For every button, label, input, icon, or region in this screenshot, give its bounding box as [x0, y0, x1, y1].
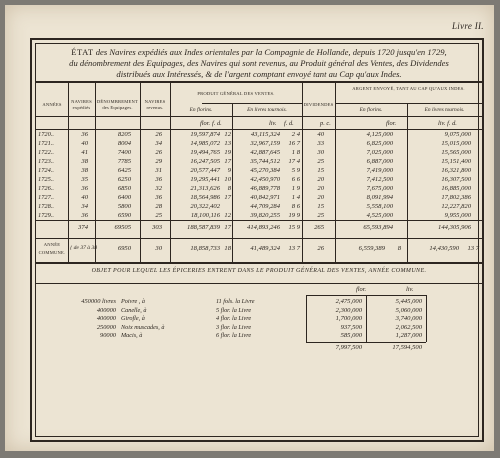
cell-liv: 46,889,778	[250, 185, 280, 192]
cell-year: 1722..	[38, 149, 54, 156]
cell-flor: 14,985,072	[190, 140, 220, 147]
epiceries-flor: 585,000	[340, 332, 362, 340]
cell-equip: 7785	[117, 158, 131, 165]
title-caps: ÉTAT	[71, 47, 94, 57]
cell-fd: 10	[224, 176, 231, 183]
cell-div: 25	[317, 212, 324, 219]
cell-year: 1724..	[38, 167, 54, 174]
epiceries-item: Canelle, à	[121, 306, 147, 314]
cell-liv: 42,450,970	[250, 176, 280, 183]
cell-fd: 8	[227, 185, 231, 192]
cell-lsd: 1 8	[291, 149, 300, 156]
cell-year: 1728..	[38, 203, 54, 210]
epiceries-item: Macis, à	[121, 332, 143, 340]
cell-div: 20	[317, 176, 324, 183]
total-fd: 17	[224, 224, 231, 231]
cell-lsd: 2 4	[291, 131, 300, 138]
title-line-3: distribués aux Intéressés, & de l'argent comptant envoyé tant au Cap qu'aux Indes.	[116, 69, 402, 79]
cell-div: 20	[317, 194, 324, 201]
cell-nav: 36	[81, 131, 88, 138]
header-argent: ARGENT ENVOYÉ, TANT AU CAP QU'AUX INDES.	[352, 86, 465, 91]
epiceries-item: Noix muscades, à	[121, 323, 165, 331]
cell-equip: 6425	[117, 167, 131, 174]
epiceries-title: OBJET POUR LEQUEL LES ÉPICERIES ENTRENT DANS LE PRODUIT GÉNÉRAL DES VENTES, ANNÉE COMMUNE.	[91, 268, 427, 274]
cell-year: 1726..	[38, 185, 54, 192]
cell-fd: 9	[227, 167, 231, 174]
cell-aliv: 16,885,000	[441, 185, 471, 192]
header-dividendes: DIVIDENDES	[303, 102, 334, 107]
cell-fd: 17	[224, 158, 231, 165]
cell-nav: 40	[81, 140, 88, 147]
cell-aflor: 7,025,000	[366, 149, 393, 156]
common-equip: 6950	[117, 245, 131, 252]
cell-equip: 8205	[117, 131, 131, 138]
title-line-2: du dénombrement des Equipages, des Navires qui sont revenus, au Produit général des Ventes, des Dividendes	[69, 58, 449, 68]
cell-fd: 12	[224, 131, 231, 138]
cell-year: 1721..	[38, 140, 54, 147]
epiceries-price: 5 flor. la Livre	[216, 306, 252, 314]
epiceries-liv: 5,060,000	[395, 306, 422, 314]
epiceries-liv: 5,445,000	[395, 298, 422, 305]
cell-aliv: 9,955,000	[444, 212, 471, 219]
cell-lsd: 1 4	[291, 194, 300, 201]
cell-flor: 19,295,441	[190, 176, 220, 183]
cell-rev: 34	[155, 140, 162, 147]
header-bottom-rule	[36, 116, 482, 117]
cell-year: 1725..	[38, 176, 54, 183]
cell-equip: 5800	[117, 203, 131, 210]
epiceries-col-sep-right	[426, 295, 427, 342]
plate-inner-frame	[35, 43, 479, 437]
cell-fd: 12	[224, 212, 231, 219]
common-rev: 30	[155, 245, 162, 252]
cell-aliv: 16,321,800	[441, 167, 471, 174]
cell-nav: 34	[81, 203, 88, 210]
cell-nav: 36	[81, 212, 88, 219]
epiceries-col-liv: liv.	[406, 286, 414, 293]
unit-flor: flor.	[200, 120, 211, 127]
cell-flor: 19,494,765	[190, 149, 220, 156]
common-flor: 18,858,733	[190, 245, 220, 252]
cell-aflor: 7,412,500	[366, 176, 393, 183]
cell-rev: 29	[155, 158, 162, 165]
epiceries-liv: 3,740,000	[395, 315, 422, 323]
cell-flor: 18,564,986	[190, 194, 220, 201]
title-line-1	[36, 47, 482, 57]
table-top-rule	[36, 81, 482, 83]
epiceries-qty: 450000 livres	[81, 298, 116, 305]
unit-flor-2: flor.	[386, 120, 397, 127]
total-div: 265	[314, 224, 324, 231]
cell-liv: 45,270,384	[250, 167, 280, 174]
cell-div: 20	[317, 185, 324, 192]
epiceries-total-liv: 17,594,500	[392, 344, 422, 351]
cell-flor: 20,577,447	[190, 167, 220, 174]
cell-equip: 6850	[117, 185, 131, 192]
cell-aflor: 4,525,000	[366, 212, 393, 219]
cell-year: 1720..	[38, 131, 54, 138]
epiceries-flor: 1,700,000	[335, 315, 362, 323]
cell-div: 40	[317, 131, 324, 138]
cell-flor: 21,313,626	[190, 185, 220, 192]
total-lsd: 15 9	[288, 224, 300, 231]
unit-pc: p. c.	[320, 120, 331, 127]
cell-nav: 40	[81, 194, 88, 201]
total-nav: 374	[78, 224, 88, 231]
epiceries-flor: 2,300,000	[335, 306, 362, 314]
cell-flor: 18,100,116	[190, 212, 220, 219]
cell-liv: 40,842,971	[250, 194, 280, 201]
cell-aliv: 15,151,400	[441, 158, 471, 165]
cell-aflor: 6,887,000	[366, 158, 393, 165]
unit-bottom-rule	[36, 129, 482, 130]
cell-lsd: 16 7	[288, 140, 300, 147]
cell-aflor: 7,675,000	[366, 185, 393, 192]
header-navires: NAVIRES expédiés	[71, 99, 92, 110]
cell-equip: 6250	[117, 176, 131, 183]
epiceries-flor: 937,500	[340, 323, 362, 331]
cell-div: 15	[317, 203, 324, 210]
unit-liv-2: liv. f. d.	[438, 120, 457, 127]
cell-lsd: 19 9	[288, 212, 300, 219]
cell-year: 1729..	[38, 212, 54, 219]
cell-flor: 19,597,874	[190, 131, 220, 138]
epiceries-qty: 400000	[96, 306, 116, 314]
total-liv: 414,893,246	[247, 224, 280, 231]
header-en-livres-2: En livres tournois.	[424, 107, 465, 113]
cell-liv: 35,744,512	[250, 158, 280, 165]
epiceries-price: 6 flor. la Livre	[216, 332, 252, 340]
total-equip: 69505	[114, 224, 131, 231]
cell-liv: 44,709,284	[250, 203, 280, 210]
cell-lsd: 17 4	[288, 158, 300, 165]
argent-sub-rule	[335, 103, 482, 104]
unit-liv: liv.	[269, 120, 277, 127]
common-aliv: 14,430,590	[429, 245, 459, 252]
common-lsd2: 13 7	[467, 245, 479, 252]
header-annees: ANNÉES	[42, 102, 62, 107]
cell-aliv: 17,802,386	[441, 194, 471, 201]
cell-div: 33	[317, 140, 324, 147]
body-bottom-rule	[36, 220, 482, 221]
cell-rev: 26	[155, 149, 162, 156]
cell-fd: 19	[224, 149, 231, 156]
common-div: 26	[317, 245, 324, 252]
cell-equip: 8004	[117, 140, 131, 147]
cell-rev: 28	[155, 203, 162, 210]
common-liv: 41,489,324	[250, 245, 280, 252]
epiceries-item: Girofle, à	[121, 315, 145, 323]
engraved-plate	[30, 38, 484, 442]
cell-liv: 32,967,159	[250, 140, 280, 147]
cell-equip: 6590	[117, 212, 131, 219]
epiceries-price: 3 flor. la Livre	[216, 323, 252, 331]
table-bottom-rule	[36, 262, 482, 264]
cell-liv: 43,115,324	[250, 131, 280, 138]
cell-year: 1727..	[38, 194, 54, 201]
epiceries-title-rule	[36, 283, 482, 284]
epiceries-price: 11 fols. la Livre	[216, 298, 255, 305]
cell-fd: 17	[224, 194, 231, 201]
common-fd2: 8	[397, 245, 401, 252]
total-aflor: 65,593,894	[363, 224, 393, 231]
common-fd: 18	[224, 245, 231, 252]
epiceries-item: Poivre , à	[121, 298, 145, 305]
cell-nav: 38	[81, 167, 88, 174]
cell-lsd: 6 6	[291, 176, 300, 183]
cell-flor: 20,322,402	[190, 203, 220, 210]
total-rev: 303	[152, 224, 162, 231]
epiceries-qty: 250000	[96, 323, 116, 331]
cell-aflor: 4,125,000	[366, 131, 393, 138]
common-lsd: 13 7	[288, 245, 300, 252]
header-navires-revenus: NAVIRES revenus.	[144, 99, 166, 110]
cell-year: 1723..	[38, 158, 54, 165]
cell-aliv: 15,015,000	[441, 140, 471, 147]
cell-rev: 25	[155, 212, 162, 219]
cell-rev: 31	[155, 167, 162, 174]
unit-fd-liv: f. d.	[284, 120, 294, 127]
unit-fd: f. d.	[212, 120, 222, 127]
epiceries-total-flor: 7,997,500	[335, 344, 362, 351]
cell-nav: 36	[81, 185, 88, 192]
cell-aliv: 12,227,820	[441, 203, 471, 210]
cell-aflor: 6,825,000	[366, 140, 393, 147]
paper-page	[5, 5, 494, 451]
cell-aliv: 9,075,000	[444, 131, 471, 138]
header-produit: PRODUIT GÉNÉRAL DES VENTES.	[197, 91, 275, 96]
header-denombrement: DÉNOMBREMENT des Equipages.	[96, 99, 139, 110]
cell-rev: 36	[155, 176, 162, 183]
header-en-florins-2: En florins.	[359, 107, 383, 113]
cell-rev: 36	[155, 194, 162, 201]
page-label: Livre II.	[452, 21, 484, 31]
cell-flor: 16,247,505	[190, 158, 220, 165]
total-aliv: 144,305,906	[438, 224, 471, 231]
epiceries-price: 4 flor. la Livre	[216, 315, 252, 323]
total-bottom-rule	[36, 238, 482, 239]
cell-nav: 41	[81, 149, 88, 156]
cell-equip: 6400	[117, 194, 131, 201]
cell-div: 25	[317, 158, 324, 165]
epiceries-qty: 90000	[100, 332, 116, 340]
epiceries-liv: 2,062,500	[395, 323, 422, 331]
cell-nav: 38	[81, 158, 88, 165]
cell-equip: 7400	[117, 149, 131, 156]
cell-rev: 26	[155, 131, 162, 138]
produit-sub-rule	[202, 103, 302, 104]
cell-nav: 35	[81, 176, 88, 183]
cell-liv: 42,887,645	[250, 149, 280, 156]
common-nav: { de 37 à 38	[70, 245, 98, 251]
cell-liv: 39,820,255	[250, 212, 280, 219]
cell-aflor: 7,419,000	[366, 167, 393, 174]
epiceries-qty: 400000	[96, 315, 116, 323]
header-en-florins: En florins.	[189, 107, 213, 113]
epiceries-col-flor: flor.	[356, 286, 367, 293]
common-aflor: 6,559,389	[358, 245, 385, 252]
total-flor: 188,587,839	[187, 224, 220, 231]
epiceries-flor: 2,475,000	[335, 298, 362, 305]
epiceries-liv: 1,287,000	[395, 332, 422, 340]
cell-fd: 13	[224, 140, 231, 147]
cell-lsd: 5 9	[291, 167, 300, 174]
cell-lsd: 8 6	[291, 203, 300, 210]
cell-aliv: 16,307,500	[441, 176, 471, 183]
common-label-2: COMMUNE.	[38, 250, 66, 255]
cell-rev: 32	[155, 185, 162, 192]
title-line-1-text: des Navires expédiés aux Indes orientales par la Compagnie de Hollande, depuis 1720 jusqu'en 1729,	[95, 47, 447, 57]
cell-lsd: 1 9	[291, 185, 300, 192]
cell-aflor: 8,091,994	[366, 194, 393, 201]
cell-div: 30	[317, 149, 324, 156]
common-label-1: ANNÉE	[43, 242, 61, 247]
cell-div: 15	[317, 167, 324, 174]
epiceries-total-rule	[306, 342, 426, 343]
cell-aflor: 5,558,100	[366, 203, 393, 210]
header-en-livres: En livres tournois.	[247, 107, 287, 113]
cell-aliv: 15,565,000	[441, 149, 471, 156]
